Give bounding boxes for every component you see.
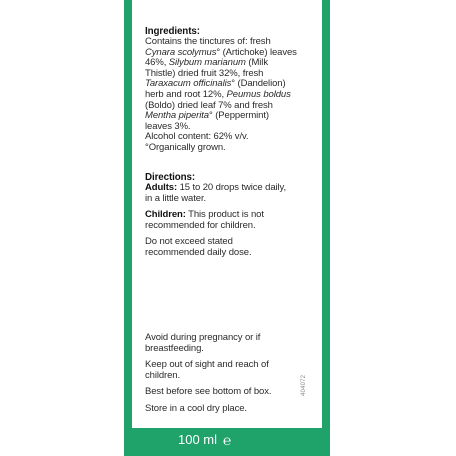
latin-name: Cynara scolymus: [145, 46, 217, 58]
latin-name: Silybum marianum: [168, 57, 246, 69]
best-before-note: Best before see bottom of box.: [145, 386, 272, 398]
directions-section: [145, 172, 315, 259]
volume-display: [178, 431, 231, 449]
ingredients-line: leaves 3%.: [145, 120, 191, 132]
batch-code: 404072: [301, 374, 307, 396]
reach-warning-line: children.: [145, 369, 181, 381]
directions-heading: Directions:: [145, 172, 196, 183]
latin-name: Peumus boldus: [226, 88, 291, 100]
storage-note: Store in a cool dry place.: [145, 402, 247, 414]
dose-warning-line: Do not exceed stated: [145, 236, 233, 248]
ingredient-detail: 46%,: [145, 57, 169, 69]
pregnancy-warning-line: breastfeeding.: [145, 342, 204, 354]
children-directions-line: recommended for children.: [145, 219, 256, 231]
dose-warning-line: recommended daily dose.: [145, 246, 252, 258]
adults-label: Adults:: [145, 182, 178, 193]
children-text: This product is not: [185, 209, 264, 221]
ingredients-line: (Boldo) dried leaf 7% and fresh: [145, 99, 273, 111]
ingredient-detail: ° (Artichoke) leaves: [216, 46, 297, 58]
latin-name: Taraxacum officinalis: [145, 78, 232, 90]
ingredients-line: [145, 90, 315, 101]
organic-note: °Organically grown.: [145, 141, 226, 153]
children-label: Children:: [145, 209, 186, 221]
volume-label: 100 ml: [178, 432, 218, 447]
ingredients-section: [145, 26, 315, 154]
left-green-border: [124, 0, 132, 456]
ingredient-detail: ° (Peppermint): [208, 110, 269, 122]
right-green-border: [322, 0, 330, 456]
pregnancy-warning: Avoid during pregnancy or if: [145, 332, 261, 343]
adult-directions-line: in a little water.: [145, 192, 207, 204]
adult-directions: [145, 183, 315, 194]
ingredient-detail: herb and root 12%,: [145, 88, 227, 100]
estimated-sign-icon: ℮: [223, 432, 232, 448]
ingredient-detail: ° (Dandelion): [231, 78, 286, 90]
reach-warning: Keep out of sight and reach of: [145, 359, 269, 371]
ingredients-body: [145, 37, 315, 154]
adults-text: 15 to 20 drops twice daily,: [177, 182, 287, 193]
ingredients-line: Contains the tinctures of: fresh: [145, 36, 271, 47]
ingredients-line: Thistle) dried fruit 32%, fresh: [145, 67, 264, 79]
ingredient-detail: (Milk: [245, 57, 268, 69]
warnings-section: [145, 333, 315, 415]
latin-name: Mentha piperita: [145, 110, 209, 122]
ingredients-heading: Ingredients:: [145, 26, 200, 37]
alcohol-content: Alcohol content: 62% v/v.: [145, 131, 249, 143]
